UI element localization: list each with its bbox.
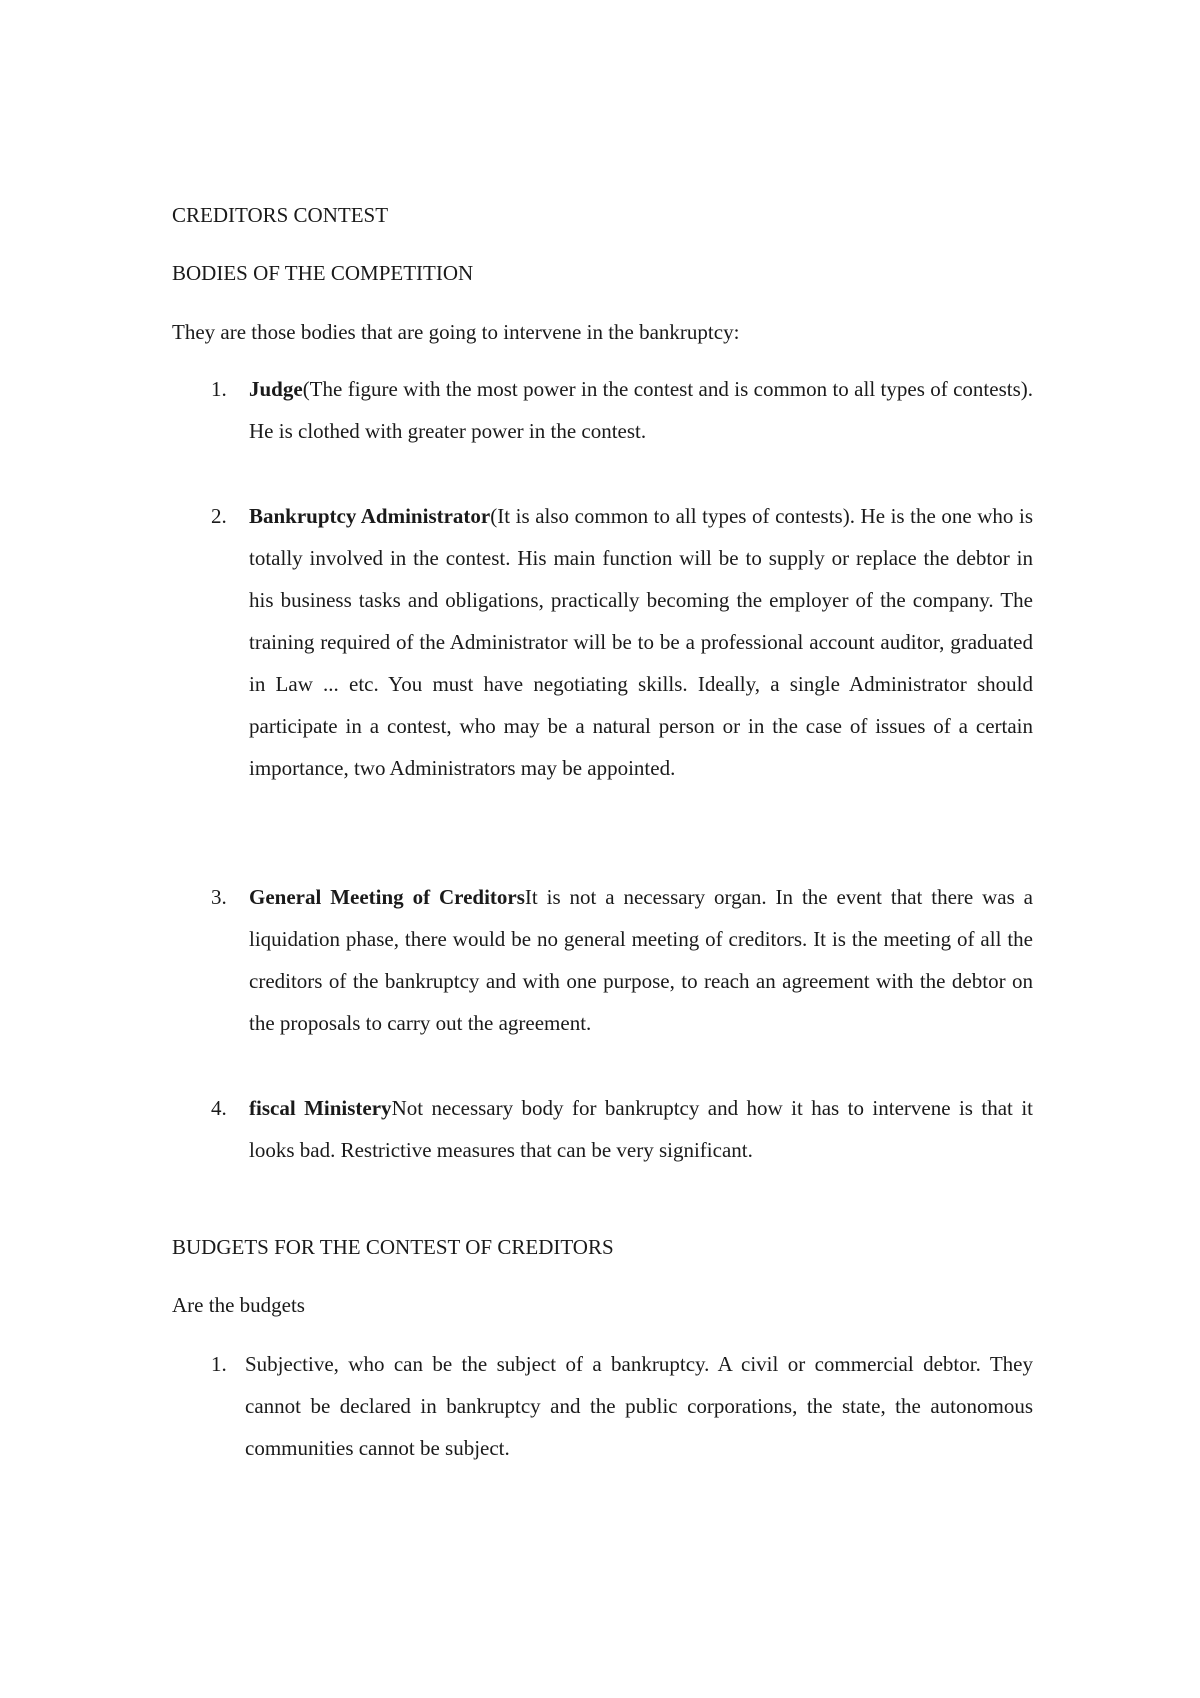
list-item-fiscal-ministery (249, 1087, 1033, 1171)
list-item-bankruptcy-administrator (249, 495, 1033, 789)
list-item-text: Not necessary body for bankruptcy and how it has to intervene is that it looks bad. Restrictive measures that can be very significant. (249, 1096, 1033, 1162)
list-item-number: 3. (211, 885, 227, 909)
section2-intro: Are the budgets (172, 1293, 305, 1317)
list-item-term: Judge (249, 377, 303, 401)
list-item-number: 4. (211, 1096, 227, 1120)
list-item-term: fiscal Ministery (249, 1096, 392, 1120)
list-item-term: Bankruptcy Administrator (249, 504, 491, 528)
list-item-text: (It is also common to all types of contests). He is the one who is totally involved in the contest. His main function will be to supply or replace the debtor in his business tasks and obligations, practically becoming the employer of the company. The training required of the Administrator will be to be a professional account auditor, graduated in Law ... etc. You must have negotiating skills. Ideally, a single Administrator should participate in a contest, who may be a natural person or in the case of issues of a certain importance, two Administrators may be appointed. (249, 504, 1033, 780)
list-item-subjective: Subjective, who can be the subject of a bankruptcy. A civil or commercial debtor. They cannot be declared in bankruptcy and the public corporations, the state, the autonomous communities cannot be subject. (245, 1352, 1033, 1460)
list-item-text: (The figure with the most power in the contest and is common to all types of contests). He is clothed with greater power in the contest. (249, 377, 1033, 443)
list-item-text: It is not a necessary organ. In the event that there was a liquidation phase, there would be no general meeting of creditors. It is the meeting of all the creditors of the bankruptcy and with one purpose, to reach an agreement with the debtor on the proposals to carry out the agreement. (249, 885, 1033, 1035)
list-item-number: 1. (211, 377, 227, 401)
section2-heading: BUDGETS FOR THE CONTEST OF CREDITORS (172, 1235, 614, 1259)
list-item-number: 2. (211, 504, 227, 528)
section1-heading: BODIES OF THE COMPETITION (172, 261, 474, 285)
section1-intro: They are those bodies that are going to intervene in the bankruptcy: (172, 320, 740, 344)
list-item-judge (249, 368, 1033, 452)
list-item-number: 1. (211, 1352, 227, 1376)
document-title: CREDITORS CONTEST (172, 203, 389, 227)
list-item-general-meeting (249, 876, 1033, 1044)
list-item-term: General Meeting of Creditors (249, 885, 525, 909)
